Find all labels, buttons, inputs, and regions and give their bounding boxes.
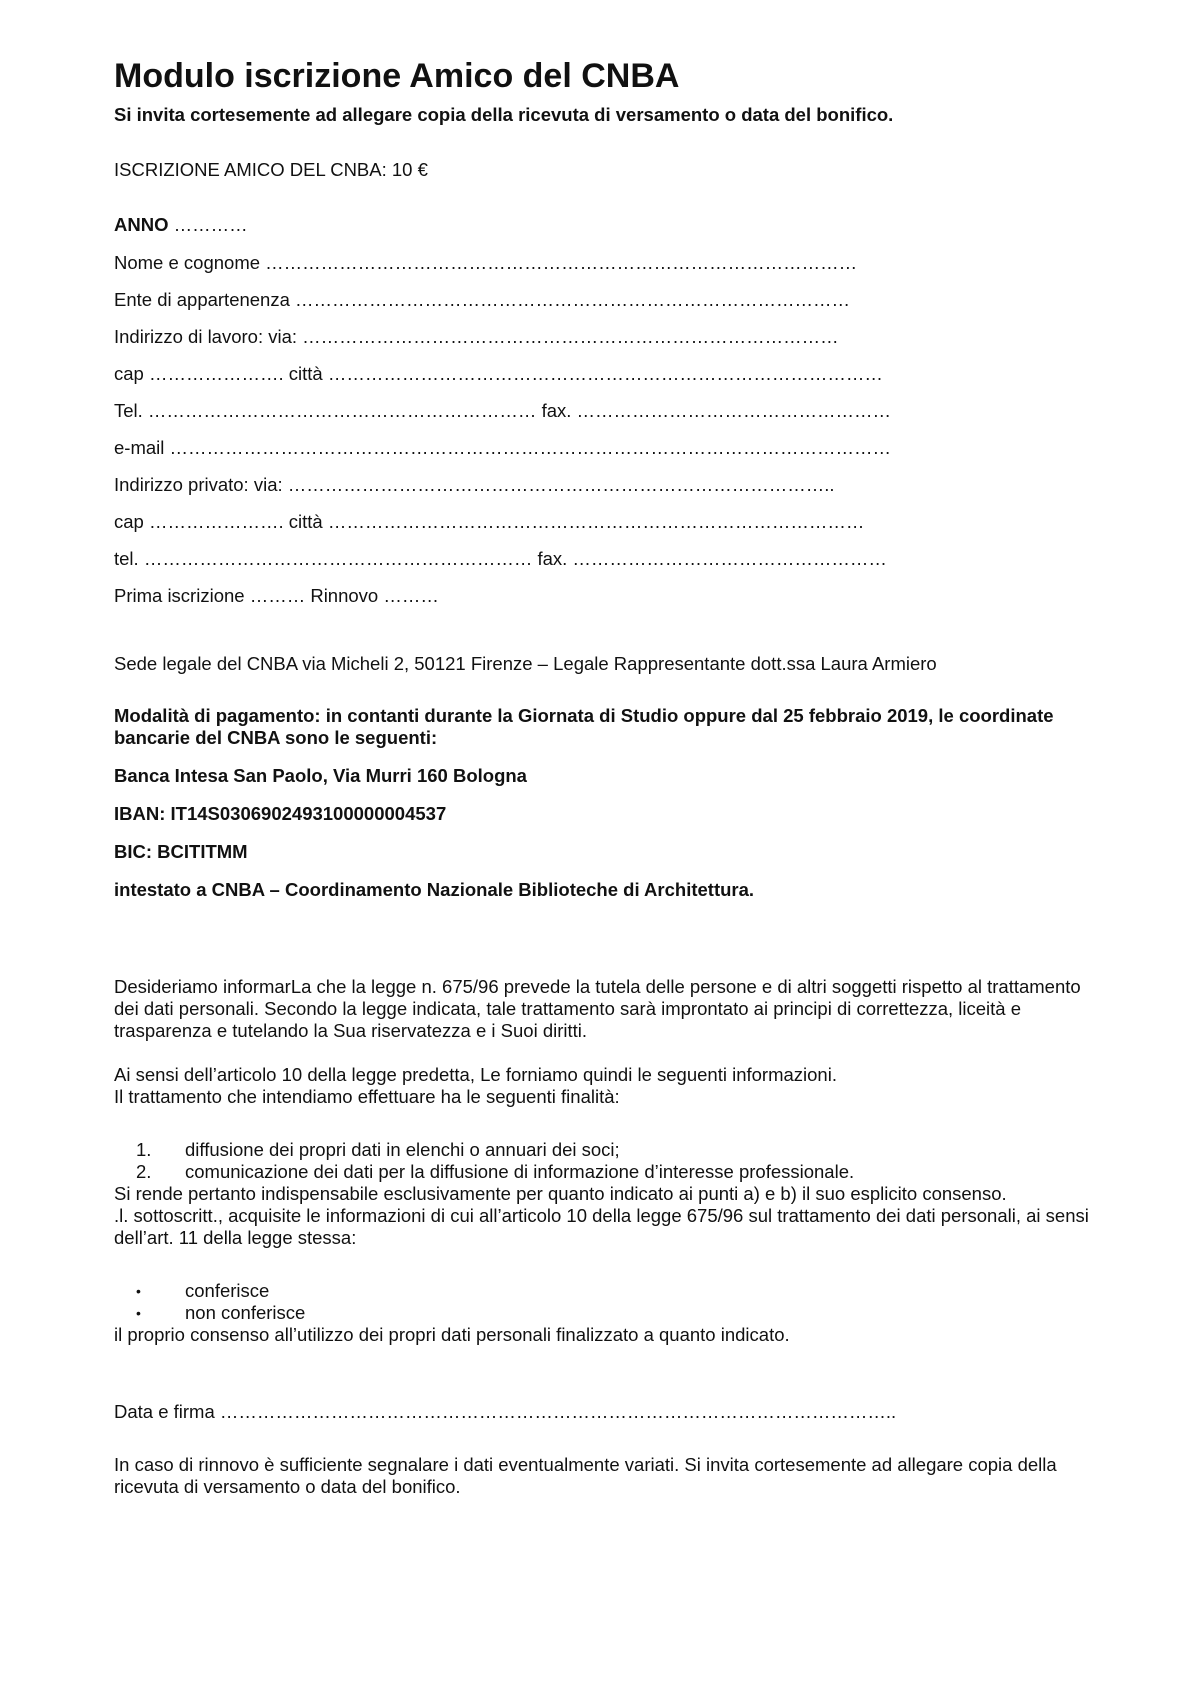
field-ente: Ente di appartenenza ……………………………………………………………………………… bbox=[114, 289, 851, 310]
field-indirizzo-lavoro: Indirizzo di lavoro: via: …………………………………………………………………………… bbox=[114, 326, 839, 347]
payment-iban: IBAN: IT14S0306902493100000004537 bbox=[114, 803, 447, 824]
rinnovo-note: In caso di rinnovo è sufficiente segnalare i dati eventualmente variati. Si invita cortesemente ad allegare copia della ricevuta di versamento o data del bonifico. bbox=[114, 1454, 1057, 1497]
bullet-icon: • bbox=[136, 1283, 141, 1299]
page-subtitle: Si invita cortesemente ad allegare copia della ricevuta di versamento o data del bonifico. bbox=[114, 104, 894, 125]
privacy-paragraph-2-line-2: Il trattamento che intendiamo effettuare ha le seguenti finalità: bbox=[114, 1086, 620, 1107]
field-cap-citta-lavoro: cap …………………. città ……………………………………………………………………………… bbox=[114, 363, 883, 384]
anno-dots: ………… bbox=[168, 214, 248, 235]
consenso-options bbox=[114, 1280, 1090, 1324]
data-firma-field: Data e firma ……………………………………………………………………………………………….. bbox=[114, 1401, 897, 1422]
form-fields bbox=[114, 252, 1090, 622]
list-item bbox=[114, 1161, 1090, 1183]
page-title: Modulo iscrizione Amico del CNBA bbox=[114, 57, 680, 95]
consenso-finale: il proprio consenso all’utilizzo dei propri dati personali finalizzato a quanto indicato. bbox=[114, 1324, 790, 1345]
option-conferisce bbox=[114, 1280, 1090, 1302]
field-cap-citta-privato: cap …………………. città …………………………………………………………………………… bbox=[114, 511, 865, 532]
field-nome-cognome: Nome e cognome …………………………………………………………………………………… bbox=[114, 252, 858, 273]
field-iscrizione-rinnovo: Prima iscrizione ……… Rinnovo ……… bbox=[114, 585, 439, 606]
field-email: e-mail ……………………………………………………………………………………………………… bbox=[114, 437, 892, 458]
payment-banca: Banca Intesa San Paolo, Via Murri 160 Bologna bbox=[114, 765, 527, 786]
payment-intestato: intestato a CNBA – Coordinamento Nazionale Biblioteche di Architettura. bbox=[114, 879, 755, 900]
anno-field bbox=[114, 214, 1090, 236]
field-tel-fax-privato: tel. ……………………………………………………… fax. …………………………………………… bbox=[114, 548, 887, 569]
option-non-conferisce bbox=[114, 1302, 1090, 1324]
privacy-paragraph-1: Desideriamo informarLa che la legge n. 675/96 prevede la tutela delle persone e di altri soggetti rispetto al trattamento dei dati personali. Secondo la legge indicata, tale trattamento sarà improntato ai principi di correttezza, liceità e trasparenza e tutelando la Sua riservatezza e i Suoi diritti. bbox=[114, 976, 1081, 1041]
field-tel-fax-lavoro: Tel. ……………………………………………………… fax. …………………………………………… bbox=[114, 400, 892, 421]
fee-line: ISCRIZIONE AMICO DEL CNBA: 10 € bbox=[114, 159, 428, 180]
payment-bic: BIC: BCITITMM bbox=[114, 841, 248, 862]
list-item-text: comunicazione dei dati per la diffusione di informazione d’interesse professionale. bbox=[185, 1161, 855, 1182]
bullet-icon: • bbox=[136, 1305, 141, 1321]
list-item bbox=[114, 1139, 1090, 1161]
option-text: non conferisce bbox=[185, 1302, 306, 1323]
privacy-paragraph-2-line-1: Ai sensi dell’articolo 10 della legge predetta, Le forniamo quindi le seguenti informazioni. bbox=[114, 1064, 837, 1085]
privacy-section bbox=[114, 976, 1090, 1346]
finalita-list bbox=[114, 1139, 1090, 1183]
payment-modalita: Modalità di pagamento: in contanti durante la Giornata di Studio oppure dal 25 febbraio 2019, le coordinate bancarie del CNBA sono le seguenti: bbox=[114, 705, 1054, 748]
option-text: conferisce bbox=[185, 1280, 270, 1301]
payment-section bbox=[114, 705, 1090, 901]
list-marker: 1. bbox=[136, 1139, 152, 1160]
consenso-text: Si rende pertanto indispensabile esclusivamente per quanto indicato ai punti a) e b) il suo esplicito consenso. bbox=[114, 1183, 1007, 1204]
list-item-text: diffusione dei propri dati in elenchi o annuari dei soci; bbox=[185, 1139, 620, 1160]
list-marker: 2. bbox=[136, 1161, 152, 1182]
anno-label: ANNO bbox=[114, 214, 169, 235]
field-indirizzo-privato: Indirizzo privato: via: …………………………………………………………………………….. bbox=[114, 474, 835, 495]
sede-legale: Sede legale del CNBA via Micheli 2, 50121 Firenze – Legale Rappresentante dott.ssa Laura Armiero bbox=[114, 653, 937, 674]
sottoscritto-text: .l. sottoscritt., acquisite le informazioni di cui all’articolo 10 della legge 675/96 sul trattamento dei dati personali, ai sensi dell’art. 11 della legge stessa: bbox=[114, 1205, 1089, 1248]
